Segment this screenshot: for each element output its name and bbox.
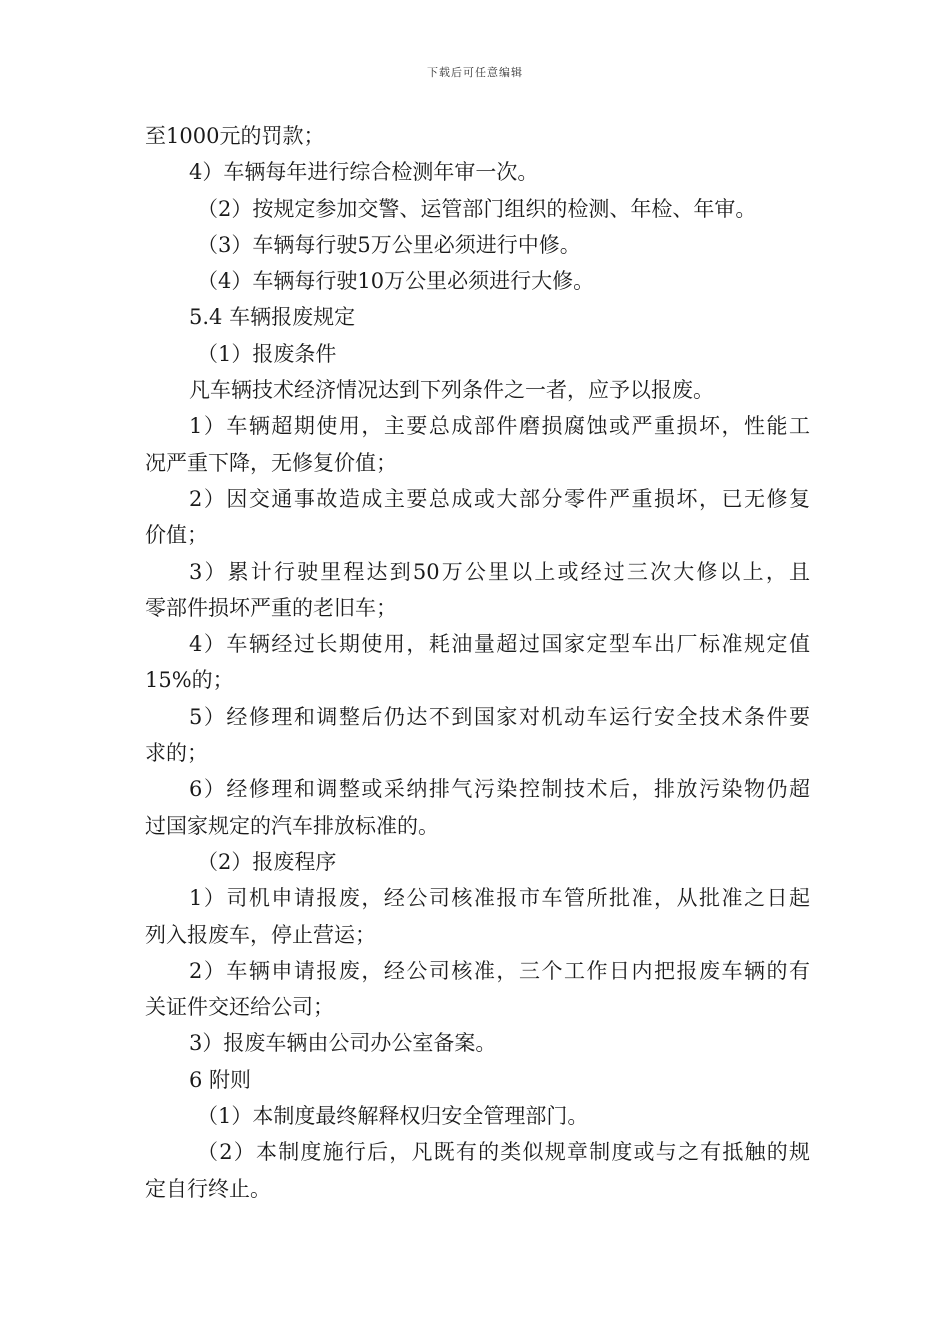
text-line: 15%的； [145,668,234,693]
text-line: 零部件损坏严重的老旧车； [145,595,397,620]
text-line: （1）本制度最终解释权归安全管理部门。 [197,1104,589,1129]
text-line: 价值； [145,523,208,548]
text-line: 1）司机申请报废，经公司核准报市车管所批准，从批准之日起 [189,886,810,911]
text-line: 定自行终止。 [145,1176,271,1201]
text-line: 2）因交通事故造成主要总成或大部分零件严重损坏，已无修复 [189,486,810,511]
text-line: 况严重下降，无修复价值； [145,450,397,475]
text-line: 求的； [145,741,208,766]
document-body [145,118,810,1207]
text-line: 关证件交还给公司； [145,995,334,1020]
subsection-heading: （2）报废程序 [197,849,337,874]
text-line: 凡车辆技术经济情况达到下列条件之一者，应予以报废。 [189,378,714,403]
text-line: 至1000元的罚款； [145,124,325,148]
subsection-heading: （1）报废条件 [197,341,337,366]
text-line: 列入报废车，停止营运； [145,922,376,947]
text-line: （4）车辆每行驶10万公里必须进行大修。 [197,269,595,294]
text-line: 3）报废车辆由公司办公室备案。 [189,1031,497,1056]
text-line: （2）按规定参加交警、运管部门组织的检测、年检、年审。 [197,196,757,221]
text-line: 过国家规定的汽车排放标准的。 [145,813,439,838]
section-heading: 6 附则 [189,1067,252,1092]
page-header: 下载后可任意编辑 [427,66,523,79]
text-line: （2）本制度施行后，凡既有的类似规章制度或与之有抵触的规 [197,1140,810,1165]
text-line: 1）车辆超期使用，主要总成部件磨损腐蚀或严重损坏，性能工 [189,414,810,439]
section-heading: 5.4 车辆报废规定 [189,305,356,330]
text-line: 4）车辆经过长期使用，耗油量超过国家定型车出厂标准规定值 [189,632,810,657]
text-line: 3）累计行驶里程达到50万公里以上或经过三次大修以上，且 [189,559,810,584]
text-line: 6）经修理和调整或采纳排气污染控制技术后，排放污染物仍超 [189,777,810,802]
text-line: 2）车辆申请报废，经公司核准，三个工作日内把报废车辆的有 [189,958,810,983]
text-line: 4）车辆每年进行综合检测年审一次。 [189,160,539,185]
text-line: （3）车辆每行驶5万公里必须进行中修。 [197,232,581,257]
text-line: 5）经修理和调整后仍达不到国家对机动车运行安全技术条件要 [189,704,810,729]
